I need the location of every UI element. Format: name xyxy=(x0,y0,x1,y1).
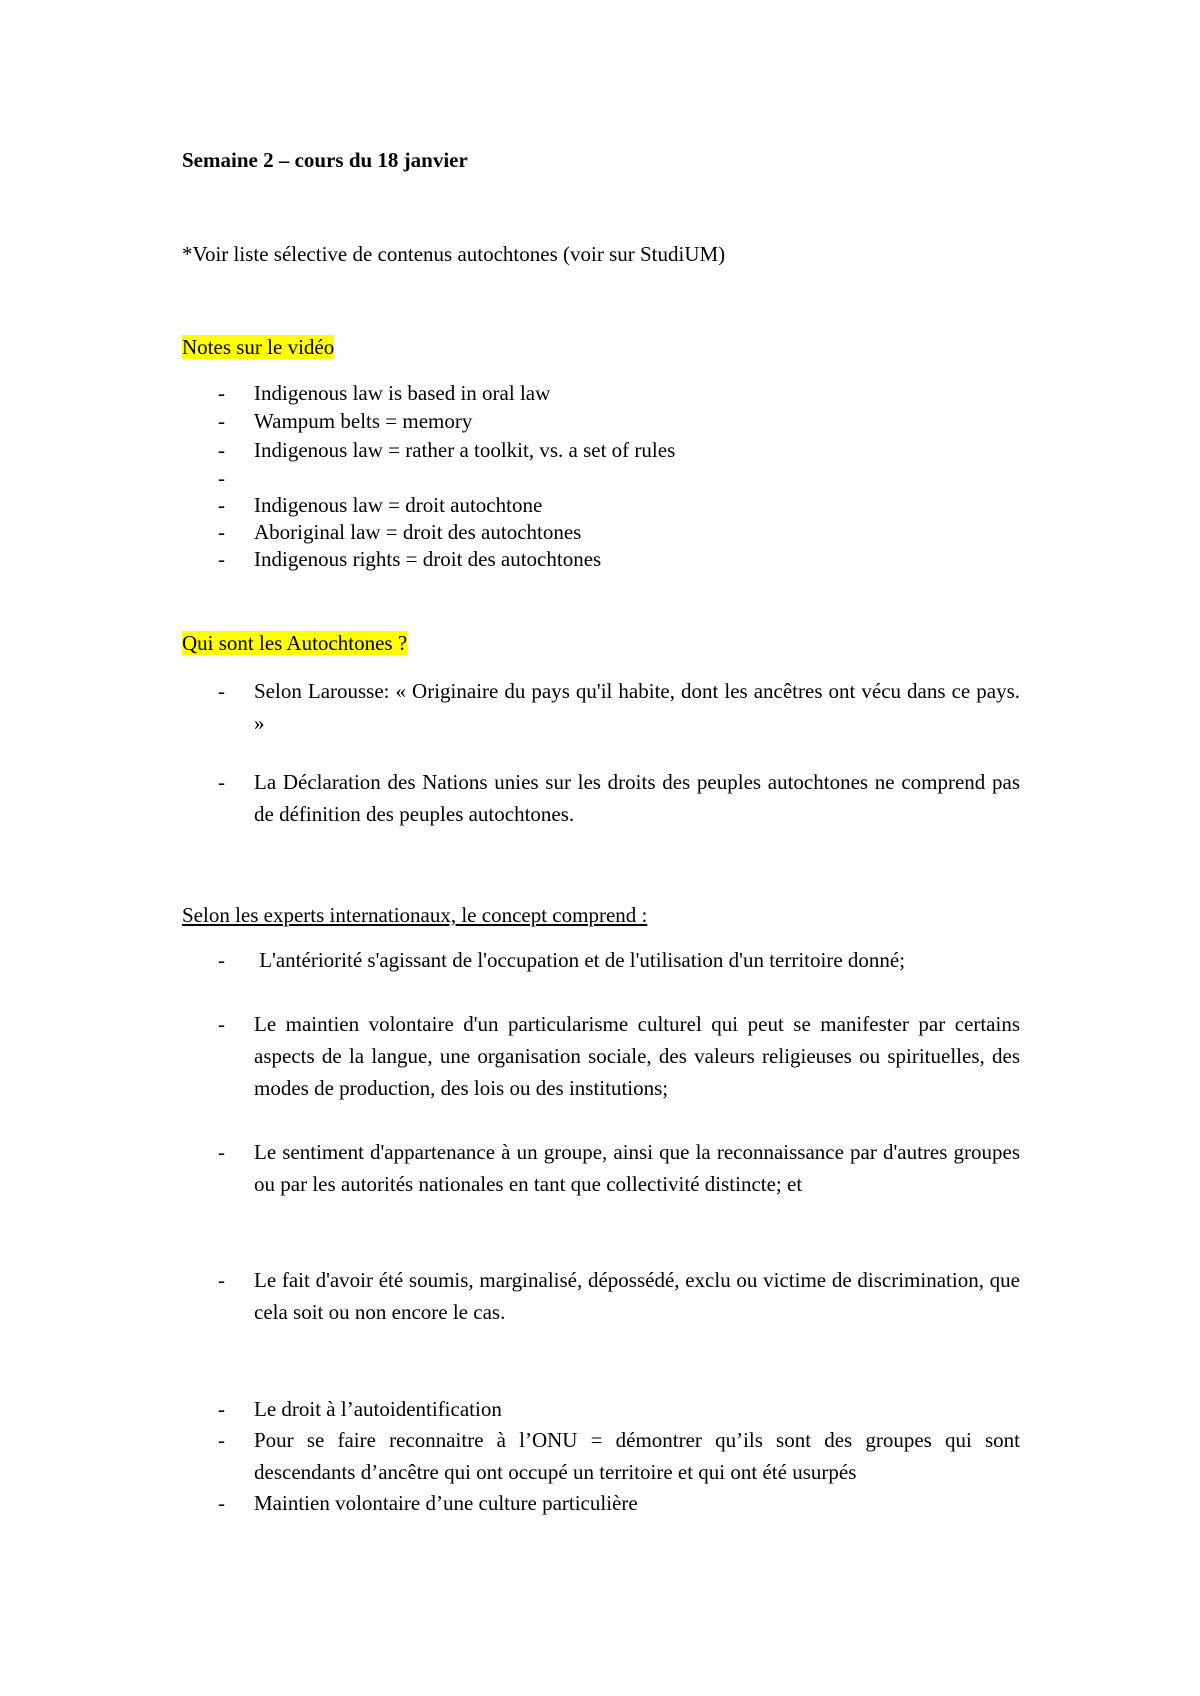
list-item xyxy=(182,437,1020,463)
list-item-empty xyxy=(182,465,1020,491)
list-item-text: Le droit à l’autoidentification xyxy=(254,1397,502,1421)
list-item xyxy=(182,1264,1020,1328)
bullet-dash: - xyxy=(218,1428,225,1452)
bullet-dash: - xyxy=(218,1397,225,1421)
list-item-text: Maintien volontaire d’une culture particulière xyxy=(254,1491,638,1515)
bullet-dash: - xyxy=(218,1268,225,1292)
list-item xyxy=(182,944,1020,976)
bullet-dash: - xyxy=(218,1012,225,1036)
list-item xyxy=(182,766,1020,830)
bullet-dash: - xyxy=(218,493,225,517)
list-item xyxy=(182,1136,1020,1232)
section-heading-qui: Qui sont les Autochtones ? xyxy=(182,631,408,655)
bullet-dash: - xyxy=(218,948,225,972)
list-item xyxy=(182,546,1020,572)
bullet-dash: - xyxy=(218,438,225,462)
bullet-dash: - xyxy=(218,409,225,433)
list-item-text: L'antériorité s'agissant de l'occupation et de l'utilisation d'un territoire donné; xyxy=(254,948,906,972)
list-item xyxy=(182,492,1020,518)
list-item xyxy=(182,1008,1020,1104)
list-item-text: Indigenous rights = droit des autochtones xyxy=(254,547,602,571)
bullet-dash: - xyxy=(218,1140,225,1164)
list-item-text: Indigenous law = rather a toolkit, vs. a set of rules xyxy=(254,438,676,462)
bullet-dash: - xyxy=(218,770,225,794)
bullet-dash: - xyxy=(218,466,225,490)
list-item-text: Le fait d'avoir été soumis, marginalisé, dépossédé, exclu ou victime de discrimination, que cela soit ou non encore le cas. xyxy=(254,1268,1020,1324)
section-heading-experts: Selon les experts internationaux, le concept comprend : xyxy=(182,903,648,927)
list-item-text: Le maintien volontaire d'un particularisme culturel qui peut se manifester par certains aspects de la langue, une organisation sociale, des valeurs religieuses ou spirituelles, des modes de production, des lois ou des institutions; xyxy=(254,1012,1020,1100)
list-item xyxy=(182,519,1020,545)
bullet-dash: - xyxy=(218,381,225,405)
list-item-text: Pour se faire reconnaitre à l’ONU = démontrer qu’ils sont des groupes qui sont descendants d’ancêtre qui ont occupé un territoire et qui ont été usurpés xyxy=(254,1428,1020,1484)
bullet-dash: - xyxy=(218,520,225,544)
list-item xyxy=(182,1487,1020,1519)
list-item-text: La Déclaration des Nations unies sur les droits des peuples autochtones ne comprend pas de définition des peuples autochtones. xyxy=(254,770,1020,826)
list-item xyxy=(182,408,1020,434)
bullet-dash: - xyxy=(218,679,225,703)
list-item xyxy=(182,675,1020,739)
bullet-dash: - xyxy=(218,1491,225,1515)
list-item-text: Aboriginal law = droit des autochtones xyxy=(254,520,582,544)
list-item-text: Le sentiment d'appartenance à un groupe, ainsi que la reconnaissance par d'autres groupes ou par les autorités nationales en tant que collectivité distincte; et xyxy=(254,1140,1020,1196)
list-item xyxy=(182,1424,1020,1488)
bullet-dash: - xyxy=(218,547,225,571)
page-title: Semaine 2 – cours du 18 janvier xyxy=(182,148,468,172)
list-item-text: Indigenous law = droit autochtone xyxy=(254,493,543,517)
intro-note: *Voir liste sélective de contenus autochtones (voir sur StudiUM) xyxy=(182,242,726,266)
list-item xyxy=(182,1393,1020,1425)
list-item-text: Selon Larousse: « Originaire du pays qu'il habite, dont les ancêtres ont vécu dans ce pays. » xyxy=(254,679,1020,735)
list-item-text: Wampum belts = memory xyxy=(254,409,473,433)
list-item xyxy=(182,380,1020,406)
section-heading-video: Notes sur le vidéo xyxy=(182,335,335,359)
list-item-text: Indigenous law is based in oral law xyxy=(254,381,551,405)
